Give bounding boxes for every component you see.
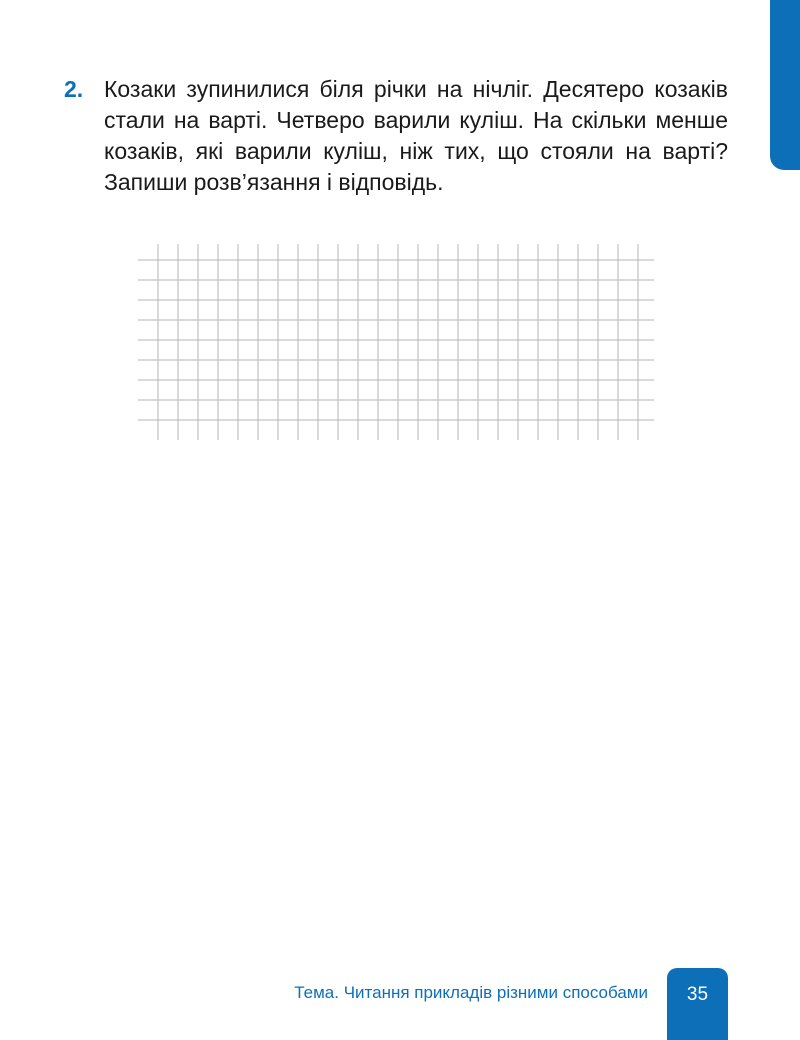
page-number: 35 bbox=[667, 968, 728, 1040]
footer-topic: Тема. Читання прикладів різними способами bbox=[294, 983, 648, 1002]
task-number: 2. bbox=[64, 76, 84, 102]
answer-grid[interactable] bbox=[138, 244, 654, 440]
task-2 bbox=[64, 74, 728, 198]
side-tab bbox=[770, 0, 800, 170]
task-text: Козаки зупинилися біля річки на нічліг. Десятеро козаків стали на варті. Четверо варили куліш. На скільки менше козаків, які варили куліш, ніж тих, що стояли на варті? Запиши розв’язання і відповідь. bbox=[104, 76, 728, 195]
